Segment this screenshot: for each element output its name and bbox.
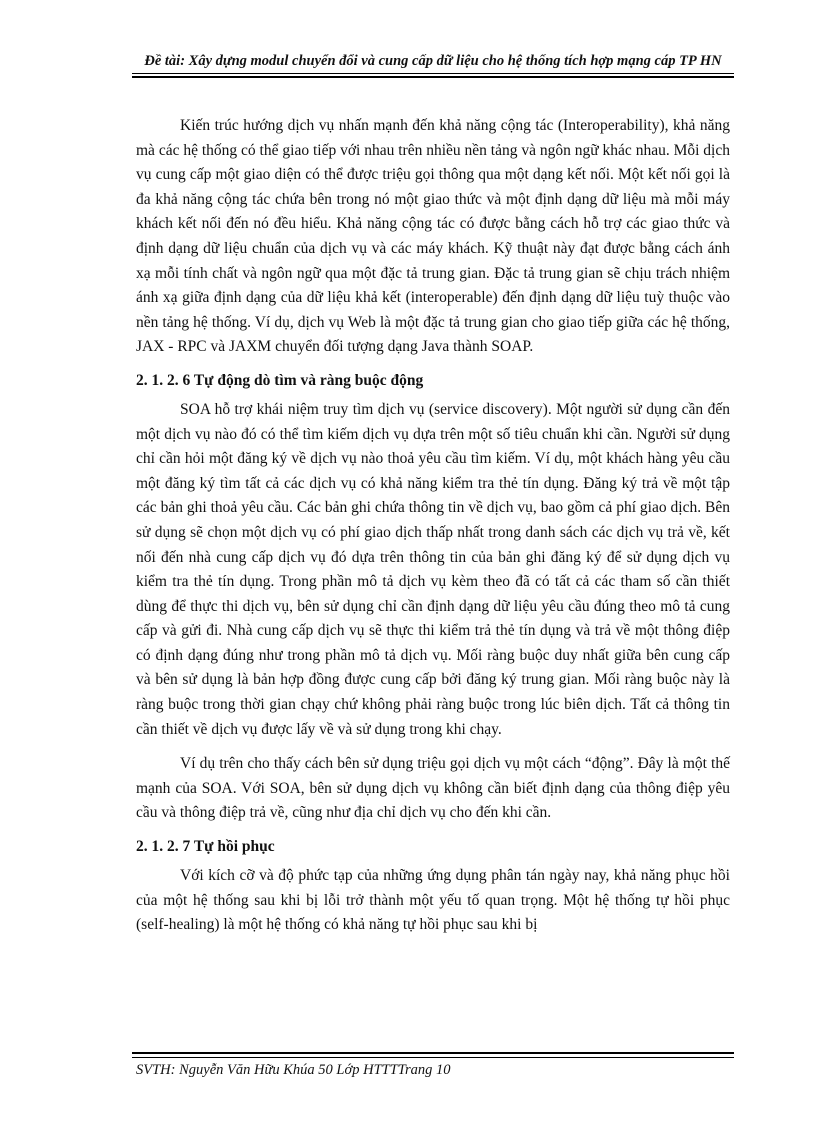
running-footer: SVTH: Nguyễn Văn Hữu Khúa 50 Lớp HTTTTrang 10: [136, 1062, 451, 1078]
section-heading-self-healing: 2. 1. 2. 7 Tự hồi phục: [136, 838, 275, 856]
header-rule-thick: [132, 76, 734, 78]
footer-rule: [132, 1057, 734, 1058]
page-body: [136, 114, 730, 948]
body-paragraph-self-healing: Với kích cỡ và độ phức tạp của những ứng dụng phân tán ngày nay, khả năng phục hồi của một hệ thống sau khi bị lỗi trở thành một yếu tố quan trọng. Một hệ thống tự hồi phục (self-healing) là một hệ thống có khả năng tự hồi phục sau khi bị: [136, 867, 730, 934]
body-paragraph-interoperability: Kiến trúc hướng dịch vụ nhấn mạnh đến khả năng cộng tác (Interoperability), khả năng mà các hệ thống có thể giao tiếp với nhau trên nhiều nền tảng và ngôn ngữ khác nhau. Mỗi dịch vụ cung cấp một giao diện có thể được triệu gọi thông qua một dạng kết nối. Một kết nối gọi là đa khả năng cộng tác chứa bên trong nó một giao thức và một định dạng dữ liệu mà mỗi máy khách kết nối đến nó đều hiểu. Khả năng cộng tác có được bằng cách hỗ trợ các giao thức và định dạng dữ liệu chuẩn của dịch vụ và các máy khách. Kỹ thuật này đạt được bằng cách ánh xạ mỗi tính chất và ngôn ngữ qua một đặc tả trung gian. Đặc tả trung gian sẽ chịu trách nhiệm ánh xạ giữa định dạng của dữ liệu khả kết (interoperable) đến định dạng dữ liệu tuỳ thuộc vào nền tảng hệ thống. Ví dụ, dịch vụ Web là một đặc tả trung gian cho giao tiếp giữa các hệ thống, JAX - RPC và JAXM chuyển đối tượng dạng Java thành SOAP.: [136, 117, 730, 356]
section-heading-dynamic-discovery: 2. 1. 2. 6 Tự động dò tìm và ràng buộc động: [136, 371, 424, 389]
footer-rule-thick: [132, 1052, 734, 1054]
header-rule: [132, 73, 734, 74]
body-paragraph-service-discovery: SOA hỗ trợ khái niệm truy tìm dịch vụ (service discovery). Một người sử dụng cần đến một dịch vụ nào đó có thể tìm kiếm dịch vụ dựa trên một số tiêu chuẩn khi cần. Người sử dụng chỉ cần hỏi một đăng ký về dịch vụ nào thoả yêu cầu tìm kiếm. Ví dụ, một khách hàng yêu cầu một đăng ký tìm tất cả các dịch vụ có khả năng kiểm tra thẻ tín dụng. Đăng ký trả về một tập các bản ghi thoả yêu cầu. Các bản ghi chứa thông tin về dịch vụ, bao gồm cả phí giao dịch. Bên sử dụng sẽ chọn một dịch vụ có phí giao dịch thấp nhất trong danh sách các dịch vụ trả về, kết nối đến nhà cung cấp dịch vụ đó dựa trên thông tin của bản ghi đăng ký để sử dụng dịch vụ kiểm tra thẻ tín dụng. Trong phần mô tả dịch vụ kèm theo đã có tất cả các tham số cần thiết dùng để thực thi dịch vụ, bên sử dụng chỉ cần định dạng dữ liệu yêu cầu đúng theo mô tả cung cấp và gửi đi. Nhà cung cấp dịch vụ sẽ thực thi kiểm trả thẻ tín dụng và trả về một thông điệp có định dạng đúng như trong phần mô tả dịch vụ. Mối ràng buộc duy nhất giữa bên cung cấp và bên sử dụng là bản hợp đồng được cung cấp bởi đăng ký trung gian. Mối ràng buộc này là ràng buộc trong thời gian chạy chứ không phải ràng buộc trong lúc biên dịch. Tất cả thông tin cần thiết về dịch vụ được lấy về và sử dụng trong khi chạy.: [136, 400, 730, 738]
body-paragraph-dynamic-invocation: Ví dụ trên cho thấy cách bên sử dụng triệu gọi dịch vụ một cách “động”. Đây là một thế mạnh của SOA. Với SOA, bên sử dụng dịch vụ không cần biết định dạng của thông điệp yêu cầu và thông điệp trả về, cũng như địa chỉ dịch vụ cho đến khi cần.: [136, 755, 730, 822]
running-header: Đề tài: Xây dựng modul chuyển đổi và cung cấp dữ liệu cho hệ thống tích hợp mạng cáp TP HN: [144, 53, 722, 69]
